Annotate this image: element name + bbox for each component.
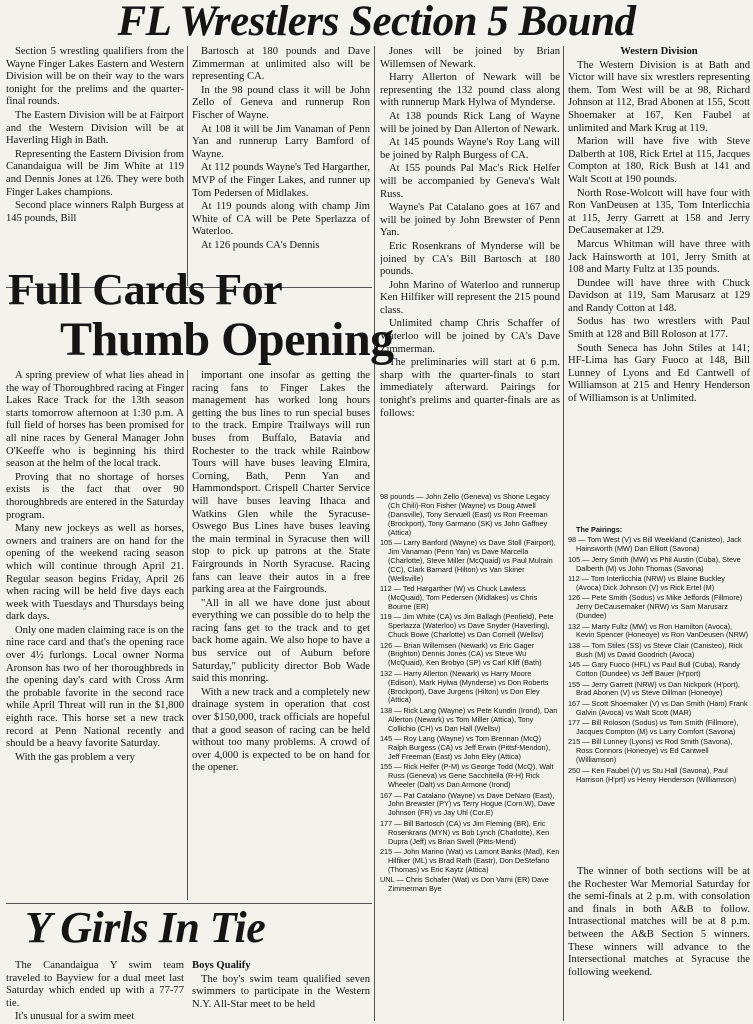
paragraph: Marion will have five with Steve Dalberth at 108, Rick Ertel at 115, Jacques Compton at 180, Rick Bush at 141 and Walt Scott at 190 pounds. [568,136,750,185]
headline-wrestlers: FL Wrestlers Section 5 Bound [117,0,636,45]
column-rule [374,46,375,1021]
paragraph: Only one maden claiming race is on the nine race card and that's the opening race over 4½ furlongs. Local owner Norma Aronson has two of her thoroughbreds in the opening day's card with Cross Arm the probable favorite in the second race while April Threat will run in the $1,800 eighth race. This horse set a new track record at Penn National recently and should be a heavy favorite Saturday. [6,624,184,750]
paragraph: At 108 it will be Jim Vanaman of Penn Yan and runnerup Larry Bamford of Wayne. [192,123,370,160]
wrestling-column-2 [192,46,370,284]
headline-y-girls: Y Girls In Tie [25,903,266,952]
paragraph: Second place winners Ralph Burgess at 145 pounds, Bill [6,200,184,224]
paragraph: Eric Rosenkrans of Mynderse will be joined by CA's Bill Bartosch at 180 pounds. [380,240,560,278]
column-rule [563,46,564,1021]
column-rule [187,370,188,900]
pairings-label: The Pairings: [576,526,623,534]
pairing-entry: 177 — Bill Bartosch (CA) vs Jim Fleming (BR), Eric Rosenkrans (MYN) vs Bob Lynch (Charlotte), Ken Dupra (Jeff) vs Brian Swell (Pitts-Mend) [380,818,550,846]
pairing-entry: 105 — Jerry Smith (MW) vs Phil Austin (Cuba), Steve Dalberth (M) vs John Thomas (Savona) [568,554,741,573]
pairing-entry: 250 — Ken Faubel (V) vs Stu Hall (Savona), Paul Harrison (H'prt) vs Henry Henderson (Williamson) [568,765,737,784]
pairing-entry: 112 — Tom Interlicchia (NRW) vs Blaine Buckley (Avoca) Dick Johnson (V) vs Rick Ertel (M) [568,574,725,592]
pairing-entry: 177 — Bill Roloson (Sodus) vs Tom Smith (Fillmore), Jacques Compton (M) vs Larry Comfort (Savona) [568,718,739,737]
pairing-entry: UNL — Chris Schafer (Wat) vs Don Varni (ER) Dave Zimmerman Bye [380,875,549,894]
wrestling-column-1 [6,46,184,284]
wrestling-column-3 [380,46,560,491]
paragraph: Wayne's Pat Catalano goes at 167 and will be joined by John Brewster of Penn Yan. [380,202,560,239]
paragraph: At 138 pounds Rick Lang of Wayne will be joined by Dan Allerton of Newark. [380,110,560,135]
paragraph: With a new track and a completely new drainage system in operation that cost over $150,000, track officials are hopeful that a good season of racing can be held without too many problems. A crowd of over 4,000 is expected to be on hand for the opener. [192,686,370,774]
racing-column-1 [6,370,184,900]
paragraph: The Western Division is at Bath and Victor will have six wrestlers representing them. Tom West will be at 98, Richard Johnson at 112, Brad Abonen at 155, Scott Shoemaker at 167, Ken Faubel at unlimited and Mark Krug at 119. [568,59,750,134]
pairing-entry: 145 — Roy Lang (Wayne) vs Tom Brennan (McQ) Ralph Burgess (CA) vs Jeff Erwin (Pittsf-Mendon), Jeff Freeman (East) vs John Eley (Attica) [380,734,551,761]
pairing-entry: 155 — Rick Helfer (P-M) vs George Todd (McQ), Walt Russ (Geneva) vs Gene Sacchitella (R-H) Rick Wheeler (Dalt) vs Dan Armone (Irond) [380,762,554,790]
pairing-entry: 155 — Jerry Garrett (NRW) vs Dan Nickpork (H'port), Brad Abonen (V) vs Steve Dillman (Honeoye) [568,679,740,698]
wrestling-finals-paragraph [568,866,750,1021]
paragraph: Sodus has two wrestlers with Paul Smith at 128 and Bill Roloson at 177. [568,316,750,341]
headline-full-cards: Full Cards For [8,265,283,314]
paragraph: The boy's swim team qualified seven swimmers to participate in the Western N.Y. All-Star meet to be held [192,973,370,1010]
paragraph: The winner of both sections will be at the Rochester War Memorial Saturday for the semi-finals at 2 p.m. with consolation and finals in both A&B to follow. Intrasectional matches will be at 8 p.m. between the A&B Section 5 winners. These winners will advance to the Intersectional matches at Syracuse the following weekend. [568,866,750,978]
paragraph: Bartosch at 180 pounds and Dave Zimmerman at unlimited also will be representing CA. [192,46,370,83]
pairing-entry: 132 — Harry Allerton (Newark) vs Harry Moore (Edison), Mark Hylwa (Mynderse) vs Don Roberts (Brockport), Dave Jurgens (Hilton) vs Don Eley (Attica) [380,668,549,705]
pairing-entry: 167 — Pat Catalano (Wayne) vs Dave DeNaro (East), John Brewster (PY) vs Terry Hogue (Corn.W), Dave Johnson (FR) vs Jay Uhl (Cor.E) [380,790,555,818]
pairing-entry: 145 — Gary Fuoco (HFL) vs Paul Bull (Cuba), Randy Cotton (Dundee) vs Jeff Bauer (H'port) [568,660,740,679]
pairing-entry: 138 — Tom Stiles (SS) vs Steve Clair (Canisteo), Rick Bush (M) vs David Goodrich (Avoca) [568,640,743,659]
pairing-entry: 98 pounds — John Zello (Geneva) vs Shone Legacy (Ch Chili)-Ron Fisher (Wayne) vs Doug Atwell (Dansville), Tony Servuell (East) vs Ron Freeman (Brockport), Tony Garmano (SK) vs John Gaffney (Attica) [380,493,550,537]
pairing-entry: 119 — Jim White (CA) vs Jim Ballagh (Penfield), Pete Sperlazza (Waterloo) vs Dave Snyder (Haverling), Chuck Bowe (Charlotte) vs Dan Cornell (Wellsv) [380,612,554,640]
paragraph: It's unusual for a swim meet [15,1011,135,1023]
racing-column-2 [192,370,370,900]
paragraph: At 119 pounds along with champ Jim White of CA will be Pete Sperlazza of Waterloo. [192,201,370,238]
pairing-entry: 126 — Brian Willemsen (Newark) vs Eric Gager (Brighton) Dennis Jones (CA) vs Steve Wu (McQuaid), Ken Brobyo (SP) vs Carl Kliff (Bath) [380,640,542,668]
pairing-entry: 167 — Scott Shoemaker (V) vs Dan Smith (Ham) Frank Galvin (Avoca) vs Walt Scott (MAR) [568,698,748,717]
paragraph: Jones will be joined by Brian Willemsen of Newark. [380,46,560,70]
paragraph: important one insofar as getting the racing fans to Finger Lakes the management has worked long hours getting the bus lines to run special buses to the track. Empire Trailways will run buses from Buffalo, Batavia and Rochester to the track while Rainbow Tours will have buses leaving Elmira, Corning, Bath, Penn Yan and Hammondsport. Crispell Charter Service will have buses leaving Ithaca and Watkins Glen while the Syracuse-Oswego Bus Lines have buses leaving the main terminal in Syracuse then will stop to pick up patrons at the State Fairgrounds in North Syracuse. Racing fans can leave their autos in a free parking area at the Fairgrounds. [192,370,370,596]
pairing-entry: 98 — Tom West (V) vs Bill Weekland (Canisteo), Jack Hainsworth (MW) Dan Elliott (Savona) [568,535,742,554]
wrestling-pairings-east [380,493,561,1021]
paragraph: At 112 pounds Wayne's Ted Hargarther, MVP of the Finger Lakes, and runner up Tom Pedersen of Midlakes. [192,162,370,199]
pairing-entry: 132 — Marty Fultz (MW) vs Ron Hamilton (Avoca), Kevin Spencer (Honeoye) vs Ron VanDeusen (NRW) [568,621,749,640]
paragraph: Representing the Eastern Division from Canandaigua will be Jim White at 119 and Dennis Jones at 126. They were both Finger Lakes champions. [6,148,184,198]
paragraph: With the gas problem a very [15,751,135,763]
wrestling-pairings-west [568,526,750,864]
subhead-boys-qualify: Boys Qualify [192,960,251,971]
paragraph: Harry Allerton of Newark will be representing the 132 pound class along with runnerup Mark Hylwa of Mynderse. [380,72,560,109]
wrestling-column-4 [568,46,750,524]
headline-thumb-opening: Thumb Opening [60,313,394,366]
paragraph: Dundee will have three with Chuck Davidson at 119, Sam Marusarz at 129 and Randy Cotton at 148. [568,277,750,314]
paragraph: The Canandaigua Y swim team traveled to Bayview for a dual meet last Saturday which ended up with a 77-77 tie. [6,960,184,1009]
pairing-entry: 126 — Pete Smith (Sodus) vs Mike Jeffords (Fillmore) Jerry DeCausemaker (NRW) vs Sam Marusarz (Dundee) [568,593,743,621]
swim-column-2 [192,960,370,1024]
paragraph: Marcus Whitman will have three with Jack Hainsworth at 101, Jerry Smith at 108 and Marty Fultz at 135 pounds. [568,238,750,276]
column-rule [187,46,188,286]
subhead-western-division: Western Division [620,46,698,57]
paragraph: North Rose-Wolcott will have four with Ron VanDeusen at 135, Tom Interlicchia at 115, Jerry Garrett at 158 and Jerry DeCausemaker at 129. [568,187,750,237]
paragraph: The Eastern Division will be at Fairport and the Western Division will be at Haverling High in Bath. [6,109,184,147]
paragraph: A spring preview of what lies ahead in the way of Thoroughbred racing at Finger Lakes Race Track for the 13th season starts tomorrow afternoon at 1:30 p.m. A full field of horses has been promised for all nine races by General Manager John O'Keeffe who is beginning his third season at the helm of the local track. [6,370,184,470]
swim-column-1 [6,960,184,1024]
paragraph: In the 98 pound class it will be John Zello of Geneva and runnerup Ron Fischer of Wayne. [192,84,370,121]
paragraph: At 126 pounds CA's Dennis [201,239,320,251]
paragraph: The preliminaries will start at 6 p.m. sharp with the quarter-finals to start immediately afterward. Pairings for tonight's prelims and quarter-finals are as follows: [380,357,560,419]
pairing-entry: 138 — Rick Lang (Wayne) vs Pete Kundin (Irond), Dan Allerton (Newark) vs Tom Miller (Attica), Tony Collichio (CH) vs Dan Hall (Wellsv) [380,705,558,733]
paragraph: "All in all we have done just about everything we can possible do to help the racing fans get to the track and to get back home again. We also hope to have a bus service out of Auburn before Saturday," publicity director Bob Wade said this monring. [192,597,370,685]
paragraph: Unlimited champ Chris Schaffer of Waterloo will be joined by CA's Dave Zimmerman. [380,318,560,355]
paragraph: At 155 pounds Pal Mac's Rick Helfer will be accompanied by Geneva's Walt Russ. [380,163,560,200]
paragraph: Section 5 wrestling qualifiers from the Wayne Finger Lakes Eastern and Western Division will be on their way to the wars tonight for the prelims and the quarter-final rounds. [6,46,184,108]
pairing-entry: 105 — Larry Banford (Wayne) vs Dave Stoll (Fairport), Jim Vanaman (Penn Yan) vs Dave Marcella (Charlotte), Steve Miller (McQuaid) vs Paul Mulrain (CC), Clark Barnard (Hilton) vs Van Skiner (Wellsville) [380,538,556,583]
paragraph: John Marino of Waterloo and runnerup Ken Hilfiker will represent the 215 pound class. [380,279,560,316]
pairing-entry: 112 — Ted Hargarther (W) vs Chuck Lawless (McQuaid), Tom Pedersen (Midlakes) vs Chris Bourne (ER) [380,584,538,611]
paragraph: South Seneca has John Stiles at 141; HF-Lima has Gary Fuoco at 148, Bill Lunney of Lyons and Ed Cantwell of Williamson at 215 and Henry Henderson of Williamson is at Unlimited. [568,342,750,405]
paragraph: Many new jockeys as well as horses, owners and trainers are on hand for the opening of the weekend racing season which will continue through April 21. Regular season begins Friday, April 26 when racing will be held five days each week with Tuesdays and Thursdays being dark days. [6,523,184,623]
pairing-entry: 215 — John Marino (Wat) vs Lamont Banks (Mad), Ken Hilfiker (ML) vs Brad Rath (Eastr), Don DeStefano (Thomas) vs Eric Kaytz (Attica) [380,846,560,874]
pairing-entry: 215 — Bill Lunney (Lyons) vs Rod Smith (Savona), Ross Connors (Honeoye) vs Ed Cantwell (Williamson) [568,737,733,765]
paragraph: At 145 pounds Wayne's Roy Lang will be joined by Ralph Burgess of CA. [380,137,560,161]
paragraph: Proving that no shortage of horses exists is the fact that over 90 thoroughbreds are entered in the Saturday program. [6,471,184,521]
